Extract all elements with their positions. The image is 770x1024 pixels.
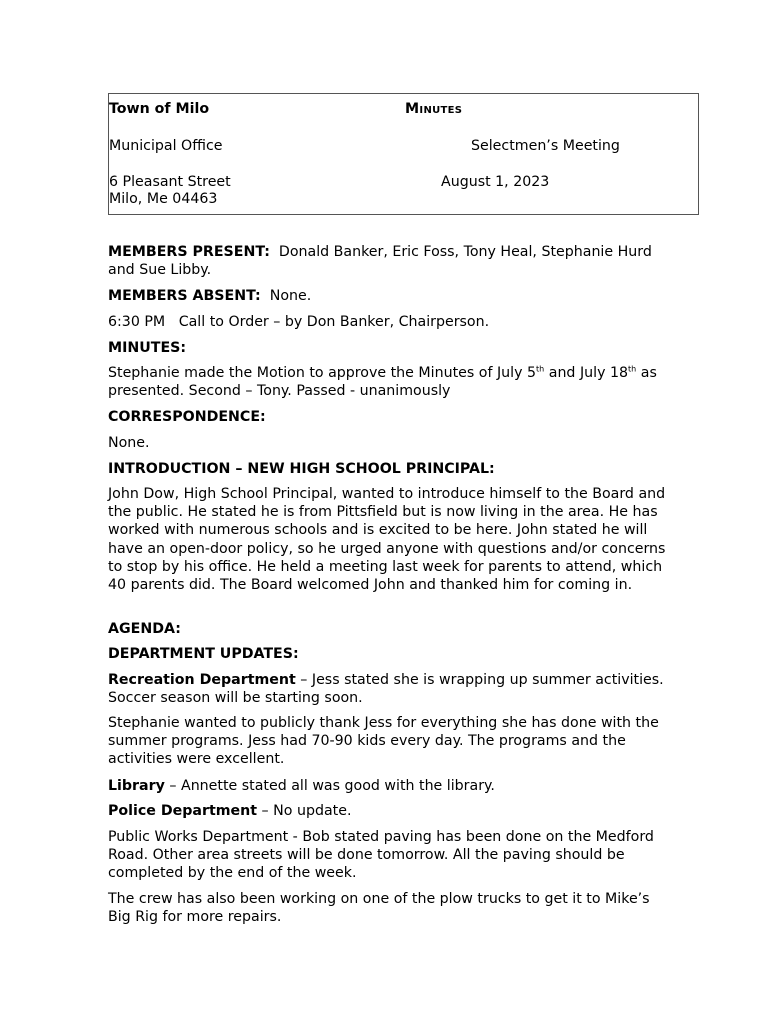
crew-update: The crew has also been working on one of the plow trucks to get it to Mike’s Big Rig for more repairs.: [108, 891, 650, 926]
recreation-update: [108, 671, 668, 707]
minutes-text-part: Stephanie made the Motion to approve the Minutes of July 5: [108, 365, 537, 381]
introduction-text: John Dow, High School Principal, wanted to introduce himself to the Board and the public. He stated he is from Pittsfield but is now living in the area. He has worked with numerous schools and is excited to be here. John stated he will have an open-door policy, so he urged anyone with questions and/or concerns to stop by his office. He held a meeting last week for parents to attend, which 40 parents did. The Board welcomed John and thanked him for coming in.: [108, 486, 666, 594]
minutes-text-part: as presented. Second – Tony. Passed - unanimously: [108, 365, 657, 400]
department-updates-heading: DEPARTMENT UPDATES:: [108, 646, 299, 662]
street-address: 6 Pleasant Street: [109, 174, 231, 190]
library-text: – Annette stated all was good with the library.: [164, 778, 495, 794]
members-present-text: Donald Banker, Eric Foss, Tony Heal, Stephanie Hurd and Sue Libby.: [108, 244, 652, 279]
recreation-label: Recreation Department: [108, 672, 296, 688]
document-title: Minutes: [405, 101, 463, 117]
minutes-text-part: and July 18: [544, 365, 629, 381]
library-update: [108, 777, 668, 795]
minutes-heading: MINUTES:: [108, 340, 187, 356]
members-present-label: MEMBERS PRESENT:: [108, 244, 270, 260]
town-name: Town of Milo: [109, 101, 210, 117]
minutes-text: [108, 364, 668, 400]
correspondence-text: None.: [108, 435, 150, 451]
ordinal-suffix: th: [536, 364, 545, 374]
meeting-date: August 1, 2023: [441, 174, 550, 190]
members-absent-label: MEMBERS ABSENT:: [108, 288, 261, 304]
public-works-update: Public Works Department - Bob stated paving has been done on the Medford Road. Other area streets will be done tomorrow. All the paving should be completed by the end of the week.: [108, 829, 654, 882]
recreation-text: – Jess stated she is wrapping up summer activities. Soccer season will be starting soon.: [108, 672, 664, 707]
police-label: Police Department: [108, 803, 258, 819]
library-label: Library: [108, 778, 165, 794]
meeting-name: Selectmen’s Meeting: [471, 138, 620, 154]
introduction-heading: INTRODUCTION – NEW HIGH SCHOOL PRINCIPAL:: [108, 461, 495, 477]
members-present: [108, 243, 668, 279]
recreation-thanks: Stephanie wanted to publicly thank Jess for everything she has done with the summer programs. Jess had 70-90 kids every day. The programs and the activities were excellent.: [108, 715, 659, 768]
correspondence-heading: CORRESPONDENCE:: [108, 409, 266, 425]
members-absent-text: None.: [269, 288, 312, 304]
call-to-order: 6:30 PM Call to Order – by Don Banker, Chairperson.: [108, 314, 490, 330]
police-update: [108, 802, 668, 820]
police-text: – No update.: [257, 803, 352, 819]
header-box: [108, 93, 699, 215]
agenda-heading: AGENDA:: [108, 621, 181, 637]
city-address: Milo, Me 04463: [109, 191, 218, 207]
members-absent: [108, 287, 668, 305]
office-name: Municipal Office: [109, 138, 223, 154]
ordinal-suffix: th: [628, 364, 637, 374]
